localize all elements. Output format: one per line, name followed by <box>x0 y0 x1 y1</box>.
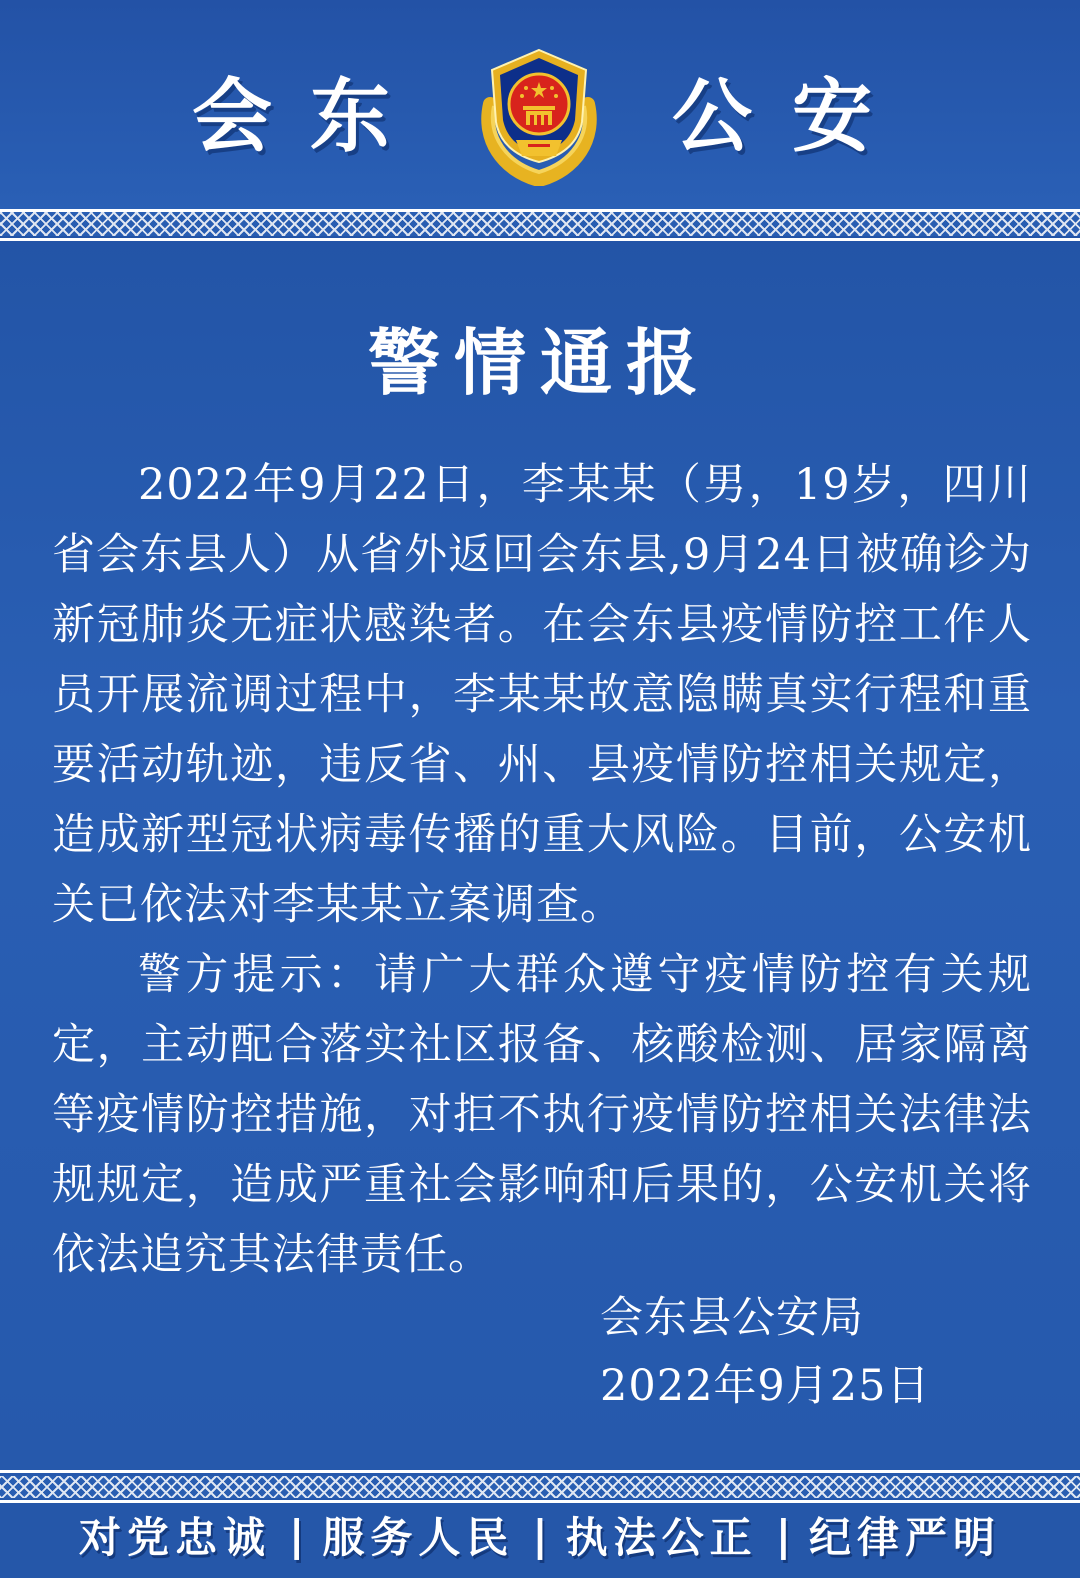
police-emblem-icon <box>468 44 610 186</box>
notice-paragraph: 2022年9月22日，李某某（男，19岁，四川省会东县人）从省外返回会东县,9月24日被确诊为新冠肺炎无症状感染者。在会东县疫情防控工作人员开展流调过程中，李某某故意隐瞒真实行程和重要活动轨迹，违反省、州、县疫情防控相关规定，造成新型冠状病毒传播的重大风险。目前，公安机关已依法对李某某立案调查。 <box>52 460 1032 930</box>
slogan-separator: | <box>532 1510 548 1560</box>
decorative-stripe <box>0 212 1080 236</box>
decorative-stripe <box>0 1476 1080 1498</box>
notice-body <box>52 450 1032 1290</box>
slogan: 执法公正 <box>565 1513 758 1562</box>
divider <box>0 238 1080 241</box>
header-char: 会 <box>192 70 272 163</box>
header-char: 安 <box>792 70 872 163</box>
slogan-separator: | <box>775 1510 792 1560</box>
signature-organization: 会东县公安局 <box>600 1293 864 1343</box>
footer-slogans <box>0 1500 1080 1570</box>
signature-date: 2022年9月25日 <box>600 1361 931 1411</box>
header-char: 东 <box>310 70 390 163</box>
slogan: 对党忠诚 <box>78 1513 271 1562</box>
slogan-separator: | <box>288 1510 305 1560</box>
header-char: 公 <box>672 70 752 163</box>
notice-title: 警情通报 <box>367 320 712 405</box>
slogan: 服务人民 <box>322 1513 515 1562</box>
divider <box>0 1470 1080 1473</box>
slogan: 纪律严明 <box>809 1513 1002 1562</box>
notice-paragraph: 警方提示：请广大群众遵守疫情防控有关规定，主动配合落实社区报备、核酸检测、居家隔离等疫情防控措施，对拒不执行疫情防控相关法律法规规定，造成严重社会影响和后果的，公安机关将依法追究其法律责任。 <box>52 950 1032 1280</box>
header-banner <box>0 0 1080 214</box>
